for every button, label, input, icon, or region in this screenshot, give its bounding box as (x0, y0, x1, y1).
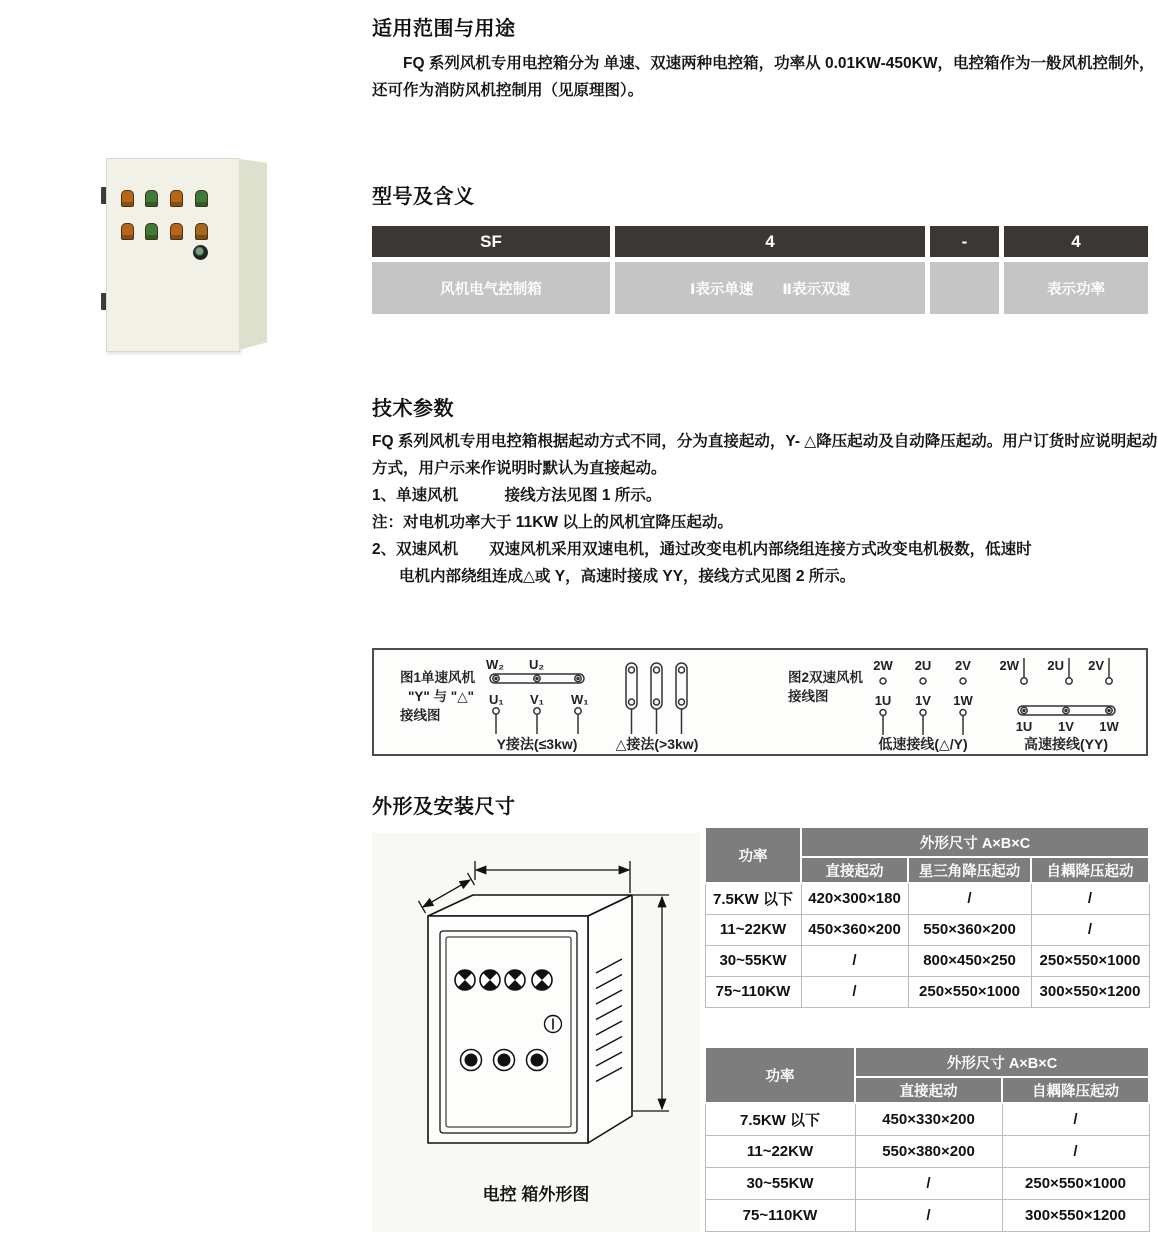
model-code-cell: - (930, 226, 999, 257)
svg-text:低速接线(△/Y): 低速接线(△/Y) (878, 736, 968, 752)
model-meaning-cell: 风机电气控制箱 (372, 262, 610, 314)
table-cell: 7.5KW 以下 (705, 1103, 855, 1135)
column-header-dims: 外形尺寸 A×B×C (801, 827, 1149, 857)
svg-text:U₁: U₁ (489, 692, 504, 707)
indicator-light (170, 190, 183, 207)
column-header-direct: 直接起动 (855, 1077, 1002, 1103)
column-header-power: 功率 (705, 1047, 855, 1103)
outline-drawing-panel (372, 833, 700, 1232)
svg-text:Y接法(≤3kw): Y接法(≤3kw) (496, 736, 578, 752)
table-cell: / (1002, 1135, 1149, 1167)
table-cell: / (908, 883, 1031, 914)
column-header-direct: 直接起动 (801, 857, 908, 883)
model-code-cell: 4 (1004, 226, 1148, 257)
cabinet-body (428, 895, 632, 1143)
table-row (705, 976, 1149, 1007)
table-cell: 30~55KW (705, 945, 801, 976)
indicator-light (121, 190, 134, 207)
tech-text-block (372, 428, 1158, 590)
delta-caption: △接法(>3kw) (615, 736, 699, 752)
table-cell: 450×360×200 (801, 914, 908, 945)
panel-button (193, 245, 208, 260)
table-cell: 800×450×250 (908, 945, 1031, 976)
delta-connection-diagram (626, 663, 687, 734)
key-lock-icon (545, 1016, 562, 1033)
table-cell: / (801, 945, 908, 976)
section-title-model: 型号及含义 (372, 186, 475, 208)
dimension-table-2 (704, 1046, 1150, 1232)
table-cell: 75~110KW (705, 1199, 855, 1231)
y-connection-labels (486, 657, 589, 752)
table-cell: 300×550×1200 (1002, 1199, 1149, 1231)
svg-text:2U: 2U (1047, 658, 1064, 673)
push-buttons (461, 1050, 548, 1071)
section-title-scope: 适用范围与用途 (372, 18, 516, 40)
table-cell: 7.5KW 以下 (705, 883, 801, 914)
svg-text:2V: 2V (955, 658, 971, 673)
svg-text:2U: 2U (914, 658, 932, 673)
table-cell: / (1031, 914, 1149, 945)
tech-paragraph: FQ 系列风机专用电控箱根据起动方式不同，分为直接起动，Y- △降压起动及自动降压起动。用户订货时应说明起动方式，用户示来作说明时默认为直接起动。 (372, 433, 1158, 477)
product-photo-control-box (90, 150, 290, 355)
svg-text:1V: 1V (1058, 719, 1074, 734)
tech-note: 注：对电机功率大于 11KW 以上的风机宜降压起动。 (372, 514, 733, 531)
high-speed-labels (1000, 658, 1120, 752)
tech-item-single-speed: 1、单速风机 接线方法见图 1 所示。 (372, 487, 662, 504)
svg-text:2W: 2W (999, 658, 1019, 673)
model-code-cell: 4 (615, 226, 925, 257)
model-meaning-cell: 表示功率 (1004, 262, 1148, 314)
svg-text:接线图: 接线图 (400, 708, 441, 723)
table-cell: / (855, 1199, 1002, 1231)
table-cell: 75~110KW (705, 976, 801, 1007)
outline-caption: 电控 箱外形图 (482, 1185, 590, 1204)
tech-item-dual-speed-cont: 电机内部绕组连成△或 Y，高速时接成 YY，接线方式见图 2 所示。 (399, 568, 856, 585)
fig2-title (787, 669, 864, 704)
svg-text:1U: 1U (1015, 719, 1033, 734)
column-header-autotransformer: 自耦降压起动 (1002, 1077, 1149, 1103)
svg-text:1U: 1U (874, 693, 892, 708)
fig1-title (399, 669, 476, 723)
table-row (705, 1167, 1149, 1199)
table-cell: 550×380×200 (855, 1135, 1002, 1167)
model-code-table (372, 226, 1148, 314)
model-meaning-cell: Ⅰ表示单速 Ⅱ表示双速 (615, 262, 925, 314)
table-cell: 550×360×200 (908, 914, 1031, 945)
table-cell: 250×550×1000 (1031, 945, 1149, 976)
svg-text:V₁: V₁ (530, 692, 545, 707)
table-cell: 11~22KW (705, 914, 801, 945)
svg-text:图1单速风机: 图1单速风机 (400, 670, 476, 685)
outline-drawing-svg (372, 833, 700, 1232)
column-header-autotransformer: 自耦降压起动 (1031, 857, 1149, 883)
table-cell: 250×550×1000 (908, 976, 1031, 1007)
control-box-front-panel (106, 158, 240, 352)
table-cell: / (1002, 1103, 1149, 1135)
table-cell: 420×300×180 (801, 883, 908, 914)
model-code-cell: SF (372, 226, 610, 257)
wiring-diagram-svg (374, 650, 1146, 754)
indicator-light (121, 223, 134, 240)
svg-text:"Y" 与 "△": "Y" 与 "△" (408, 689, 474, 704)
svg-text:1W: 1W (953, 693, 973, 708)
table-cell: / (801, 976, 908, 1007)
table-cell: 450×330×200 (855, 1103, 1002, 1135)
table-cell: 30~55KW (705, 1167, 855, 1199)
section-title-tech: 技术参数 (372, 398, 454, 420)
wiring-diagram-figure (372, 648, 1148, 756)
table-row (705, 914, 1149, 945)
table-cell: 300×550×1200 (1031, 976, 1149, 1007)
table-cell: / (855, 1167, 1002, 1199)
svg-text:2W: 2W (873, 658, 893, 673)
indicator-light (145, 190, 158, 207)
svg-text:W₁: W₁ (571, 692, 589, 707)
svg-text:接线图: 接线图 (788, 689, 829, 704)
table-cell: 11~22KW (705, 1135, 855, 1167)
svg-text:1V: 1V (915, 693, 931, 708)
model-meaning-cell (930, 262, 999, 314)
section-title-outline: 外形及安装尺寸 (372, 796, 516, 818)
control-box-side-panel (239, 159, 267, 350)
column-header-star-delta: 星三角降压起动 (908, 857, 1031, 883)
svg-text:W₂: W₂ (486, 657, 505, 672)
indicator-light (170, 223, 183, 240)
table-row (705, 883, 1149, 914)
svg-text:高速接线(YY): 高速接线(YY) (1024, 736, 1108, 752)
dimension-table-1 (704, 826, 1150, 1008)
column-header-dims: 外形尺寸 A×B×C (855, 1047, 1149, 1077)
indicator-light (195, 223, 208, 240)
svg-text:U₂: U₂ (529, 657, 545, 672)
table-row (705, 1103, 1149, 1135)
scope-paragraph: FQ 系列风机专用电控箱分为 单速、双速两种电控箱，功率从 0.01KW-450KW，电控箱作为一般风机控制外，还可作为消防风机控制用（见原理图）。 (372, 55, 1155, 99)
table-cell: 250×550×1000 (1002, 1167, 1149, 1199)
column-header-power: 功率 (705, 827, 801, 883)
table-cell: / (1031, 883, 1149, 914)
table-row (705, 945, 1149, 976)
low-speed-labels (873, 658, 973, 752)
svg-text:1W: 1W (1099, 719, 1119, 734)
table-row (705, 1199, 1149, 1231)
svg-text:图2双速风机: 图2双速风机 (788, 670, 864, 685)
indicator-light (195, 190, 208, 207)
tech-item-dual-speed: 2、双速风机 双速风机采用双速电机，通过改变电机内部绕组连接方式改变电机极数，低速时 (372, 541, 1032, 558)
svg-text:2V: 2V (1088, 658, 1104, 673)
indicator-light (145, 223, 158, 240)
table-row (705, 1135, 1149, 1167)
